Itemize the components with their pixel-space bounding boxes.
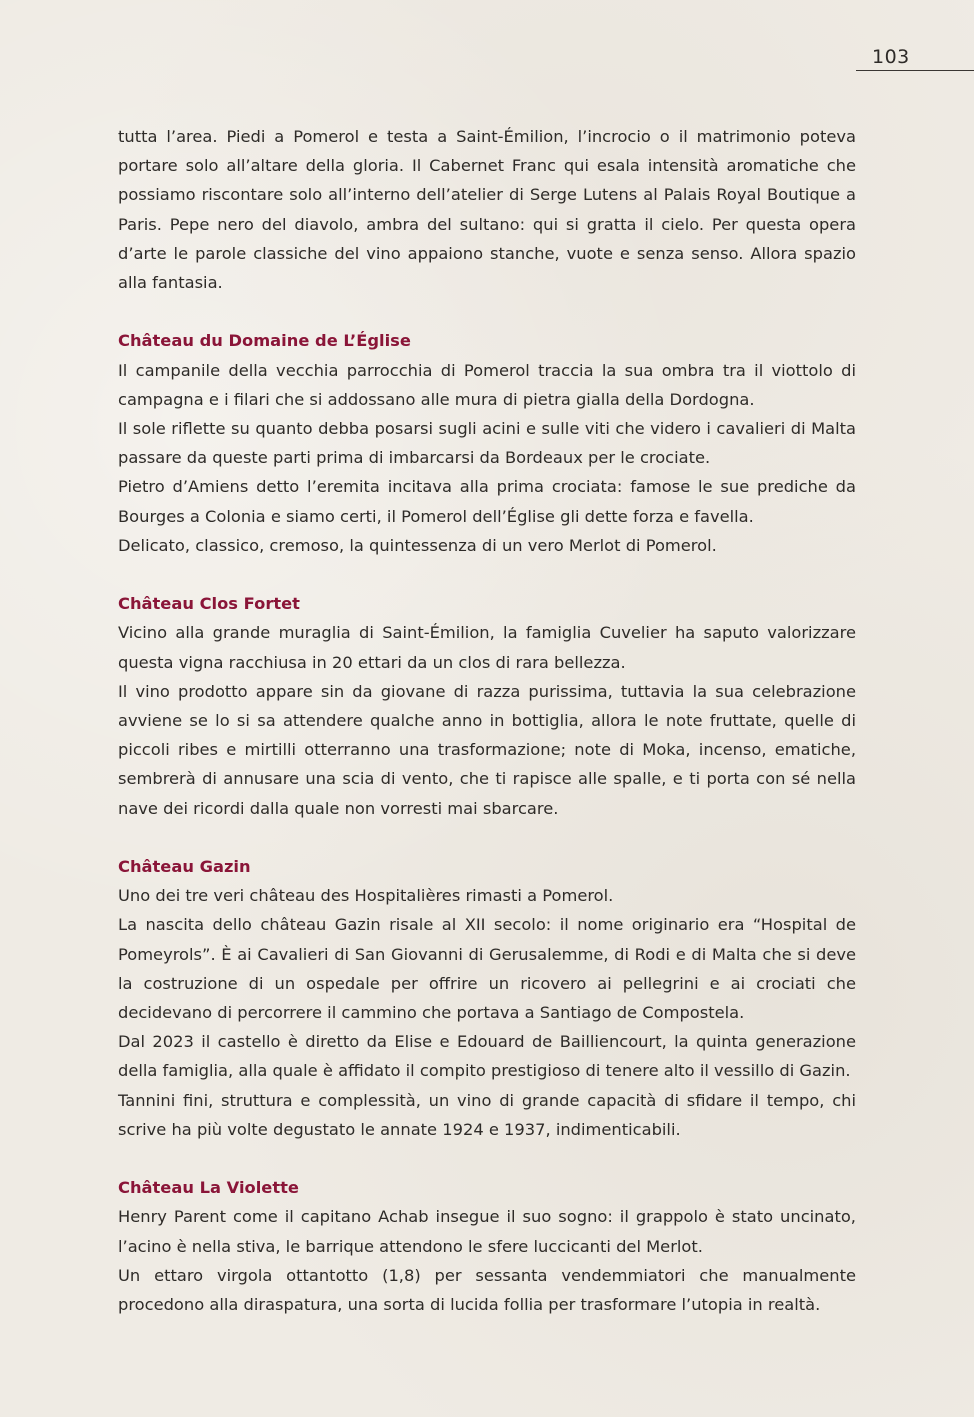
section-title: Château Gazin [118,857,251,877]
section-gazin [118,852,856,1144]
section-paragraph: Il sole riflette su quanto debba posarsi sugli acini e sulle viti che videro i cavalieri di Malta passare da queste parti prima di imbarcarsi da Bordeaux per le crociate. [118,419,856,468]
section-paragraph: Il vino prodotto appare sin da giovane di razza purissima, tuttavia la sua celebrazione avviene se lo si sa attendere qualche anno in bottiglia, allora le note fruttate, quelle di piccoli ribes e mirtilli otterranno una trasformazione; note di Moka, incenso, ematiche, sembrerà di annusare una scia di vento, che ti rapisce alle spalle, e ti porta con sé nella nave dei ricordi dalla quale non vorresti mai sbarcare. [118,681,856,818]
page-number: 103 [872,46,910,68]
section-title: Château La Violette [118,1178,299,1198]
section-la-violette [118,1173,856,1319]
page-content [118,122,856,1319]
section-paragraph: Il campanile della vecchia parrocchia di Pomerol traccia la sua ombra tra il viottolo di campagna e i filari che si addossano alle mura di pietra gialla della Dordogna. [118,360,856,409]
intro-paragraph: tutta l’area. Piedi a Pomerol e testa a Saint-Émilion, l’incrocio o il matrimonio poteva portare solo all’altare della gloria. Il Cabernet Franc qui esala intensità aromatiche che possiamo riscontare solo all’interno dell’atelier di Serge Lutens al Palais Royal Boutique a Paris. Pepe nero del diavolo, ambra del sultano: qui si gratta il cielo. Per questa opera d’arte le parole classiche del vino appaiono stanche, vuote e senza senso. Allora spazio alla fantasia. [118,127,856,293]
section-title: Château du Domaine de L’Église [118,331,411,351]
section-paragraph: Dal 2023 il castello è diretto da Elise e Edouard de Bailliencourt, la quinta generazione della famiglia, alla quale è affidato il compito prestigioso di tenere alto il vessillo di Gazin. [118,1032,856,1081]
section-spacer [118,560,856,589]
section-paragraph: Henry Parent come il capitano Achab insegue il suo sogno: il grappolo è stato uncinato, l’acino è nella stiva, le barrique attendono le sfere luccicanti del Merlot. [118,1207,856,1256]
section-clos-fortet [118,589,856,823]
section-paragraph: Un ettaro virgola ottantotto (1,8) per sessanta vendemmiatori che manualmente procedono alla diraspatura, una sorta di lucida follia per trasformare l’utopia in realtà. [118,1265,856,1315]
section-spacer [118,297,856,326]
section-paragraph: Delicato, classico, cremoso, la quintessenza di un vero Merlot di Pomerol. [118,535,717,555]
section-paragraph: Vicino alla grande muraglia di Saint-Émilion, la famiglia Cuvelier ha saputo valorizzare questa vigna racchiusa in 20 ettari da un clos di rara bellezza. [118,623,856,672]
page-number-rule [856,70,974,71]
section-title: Château Clos Fortet [118,594,300,614]
section-spacer [118,1144,856,1173]
section-domaine-de-leglise [118,326,856,560]
section-paragraph: Tannini fini, struttura e complessità, un vino di grande capacità di sfidare il tempo, chi scrive ha più volte degustato le annate 1924 e 1937, indimenticabili. [118,1090,856,1139]
section-paragraph: Pietro d’Amiens detto l’eremita incitava alla prima crociata: famose le sue prediche da Bourges a Colonia e siamo certi, il Pomerol dell’Église gli dette forza e favella. [118,477,856,526]
section-paragraph: La nascita dello château Gazin risale al XII secolo: il nome originario era “Hospital de Pomeyrols”. È ai Cavalieri di San Giovanni di Gerusalemme, di Rodi e di Malta che si deve la costruzione di un ospedale per offrire un ricovero ai pellegrini e ai crociati che decidevano di percorrere il cammino che portava a Santiago de Compostela. [118,915,856,1023]
section-paragraph: Uno dei tre veri château des Hospitalières rimasti a Pomerol. [118,886,614,906]
section-spacer [118,823,856,852]
